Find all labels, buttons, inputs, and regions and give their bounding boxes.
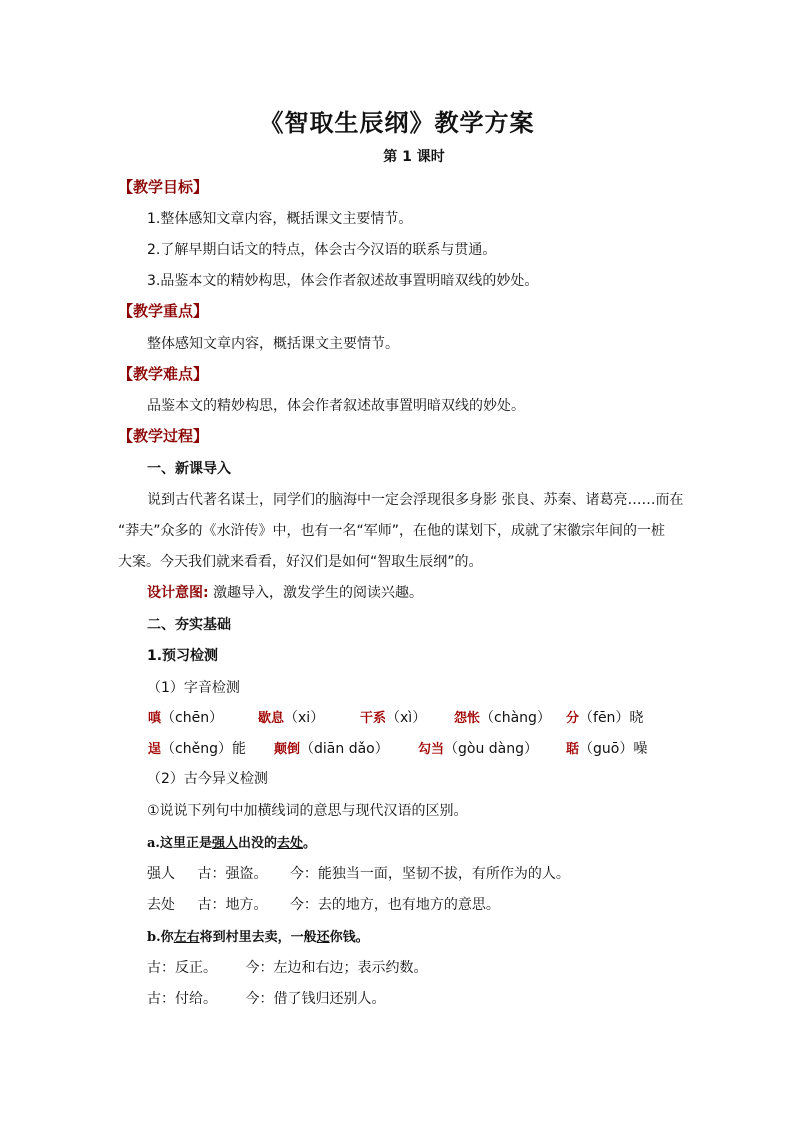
key-points-heading: 【教学重点】 — [118, 302, 209, 320]
pronunciation-row — [0, 707, 794, 729]
part1-title: 一、新课导入 — [147, 461, 231, 477]
difficulties-text: 品鉴本文的精妙构思，体会作者叙述故事置明暗双线的妙处。 — [147, 398, 525, 414]
pronunciation-item: 颠倒（diān dǎo） — [274, 741, 389, 757]
underlined-word: 左右 — [173, 930, 200, 945]
preview-check-title: 1.预习检测 — [147, 648, 219, 664]
design-intent-label: 设计意图: — [147, 585, 209, 601]
pronunciation-item: 分（fēn）晓 — [566, 710, 644, 726]
part2-title: 二、夯实基础 — [147, 617, 231, 633]
pronunciation-item: 勾当（gòu dàng） — [418, 741, 539, 757]
pronunciation-check-title: （1）字音检测 — [147, 680, 240, 696]
example-sentence-b: b.你左右将到村里去卖，一般还你钱。 — [147, 930, 369, 945]
objective-item: 3.品鉴本文的精妙构思，体会作者叙述故事置明暗双线的妙处。 — [147, 273, 539, 289]
pronunciation-item: 嗔（chēn） — [148, 710, 224, 726]
definition-row: 去处 古：地方。 今：去的地方，也有地方的意思。 — [147, 897, 500, 913]
example-sentence-a: a.这里正是强人出没的去处。 — [147, 836, 317, 851]
difficulties-heading: 【教学难点】 — [118, 365, 209, 383]
intro-paragraph-line: 说到古代著名谋士，同学们的脑海中一定会浮现很多身影 张良、苏秦、诸葛亮……而在 — [147, 492, 684, 508]
pronunciation-item: 歇息（xi） — [258, 710, 325, 726]
pronunciation-item: 逞（chěng）能 — [148, 741, 246, 757]
intro-paragraph-line: 大案。今天我们就来看看，好汉们是如何“智取生辰纲”的。 — [118, 554, 483, 570]
pronunciation-row — [0, 738, 794, 760]
definition-row: 古：反正。 今：左边和右边；表示约数。 — [147, 960, 428, 976]
definition-row: 古：付给。 今：借了钱归还别人。 — [147, 991, 386, 1007]
page-title: 《智取生辰纲》教学方案 — [259, 109, 535, 137]
objective-item: 1.整体感知文章内容，概括课文主要情节。 — [147, 211, 413, 227]
objectives-heading: 【教学目标】 — [118, 178, 209, 196]
pronunciation-item: 聒（guō）噪 — [566, 741, 648, 757]
pronunciation-item: 怨怅（chàng） — [454, 710, 551, 726]
lesson-period: 第 1 课时 — [383, 149, 445, 165]
key-points-text: 整体感知文章内容，概括课文主要情节。 — [147, 336, 399, 352]
design-intent-text: 激趣导入，激发学生的阅读兴趣。 — [213, 585, 424, 601]
underlined-word: 去处 — [276, 836, 303, 851]
meaning-check-title: （2）古今异义检测 — [147, 771, 268, 787]
pronunciation-item: 干系（xì） — [360, 710, 427, 726]
objective-item: 2.了解早期白话文的特点，体会古今汉语的联系与贯通。 — [147, 242, 497, 258]
underlined-word: 强人 — [211, 836, 238, 851]
design-intent — [147, 582, 423, 602]
meaning-check-instruction: ①说说下列句中加横线词的意思与现代汉语的区别。 — [147, 803, 468, 819]
intro-paragraph-line: “莽夫”众多的《水浒传》中，也有一名“军师”，在他的谋划下，成就了宋徽宗年间的一桩 — [118, 523, 666, 539]
definition-row: 强人 古：强盗。 今：能独当一面，坚韧不拔，有所作为的人。 — [147, 866, 570, 882]
process-heading: 【教学过程】 — [118, 427, 209, 445]
underlined-word: 还 — [316, 930, 330, 945]
